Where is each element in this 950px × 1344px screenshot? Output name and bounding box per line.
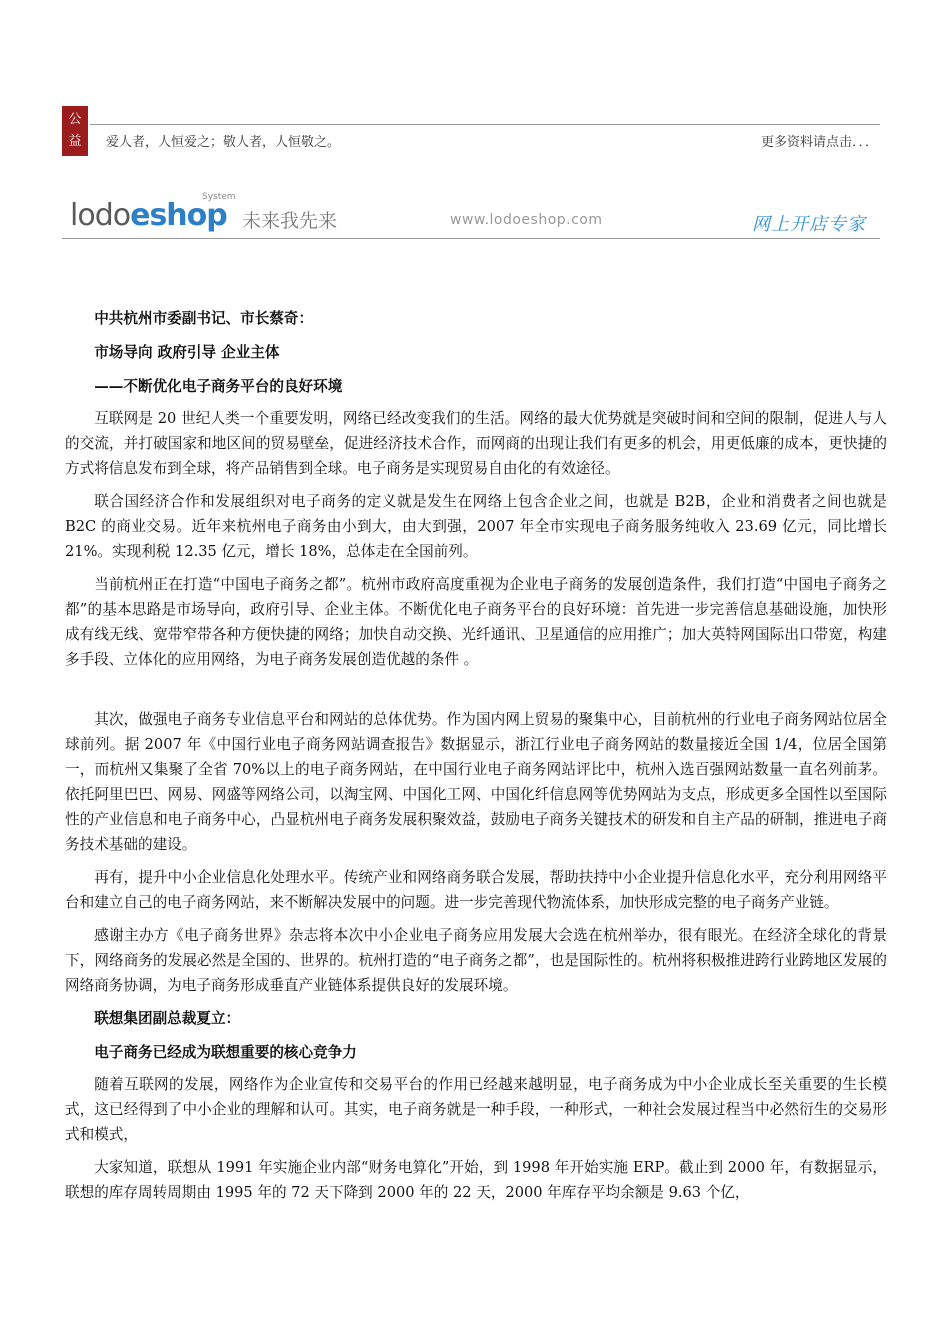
expert-slogan: 网上开店专家: [752, 214, 866, 235]
more-info-link[interactable]: 更多资料请点击．．．: [760, 135, 878, 150]
speaker-heading: 联想集团副总裁夏立：: [94, 1010, 241, 1027]
spacer: [65, 672, 887, 707]
logo-eshop: eshop: [130, 198, 227, 233]
speech-title: 市场导向 政府引导 企业主体: [94, 344, 280, 361]
site-url[interactable]: www.lodoeshop.com: [450, 212, 603, 228]
spacer: [65, 481, 887, 489]
paragraph: 其次，做强电子商务专业信息平台和网站的总体优势。作为国内网上贸易的聚集中心，目前杭州的行业电子商务网站位居全球前列。据 2007 年《中国行业电子商务网站调查报告》数据显示，浙江行业电子商务网站的数量接近全国 1/4，位居全国第一，而杭州又集聚了全省 70%以上的电子商务网站，在中国行业电子商务网站评比中，杭州入选百强网站数量一直名列前茅。依托阿里巴巴、网易、网盛等网络公司，以淘宝网、中国化工网、中国化纤信息网等优势网站为支点，形成更多全国性以至国际性的产业信息和电子商务中心，凸显杭州电子商务发展积聚效益，鼓励电子商务关键技术的研发和自主产品的研制，推进电子商务技术基础的建设。: [65, 711, 887, 853]
spacer: [65, 998, 887, 1006]
logo-system-label: System: [202, 192, 236, 202]
speaker-heading: 中共杭州市委副书记、市长蔡奇：: [94, 310, 314, 327]
slogan-text: 爱人者，人恒爱之；敬人者，人恒敬之。: [106, 135, 341, 150]
lodoeshop-logo[interactable]: [70, 198, 227, 233]
paragraph: 联合国经济合作和发展组织对电子商务的定义就是发生在网络上包含企业之间，也就是 B2B，企业和消费者之间也就是 B2C 的商业交易。近年来杭州电子商务由小到大，由大到强，2007 年全市实现电子商务服务纯收入 23.69 亿元，同比增长 21%。实现利税 12.35 亿元，增长 18%，总体走在全国前列。: [65, 493, 887, 560]
spacer: [65, 915, 887, 923]
speech-title: 电子商务已经成为联想重要的核心竞争力: [94, 1044, 357, 1061]
spacer: [65, 564, 887, 572]
tagline: 未来我先来: [242, 210, 338, 232]
paragraph: 随着互联网的发展，网络作为企业宣传和交易平台的作用已经越来越明显，电子商务成为中小企业成长至关重要的生长模式，这已经得到了中小企业的理解和认可。其实，电子商务就是一种手段，一种形式，一种社会发展过程当中必然衍生的交易形式和模式，: [65, 1076, 887, 1143]
badge-char-2: 益: [68, 134, 82, 149]
paragraph: 再有，提升中小企业信息化处理水平。传统产业和网络商务联合发展，帮助扶持中小企业提升信息化水平，充分利用网络平台和建立自己的电子商务网站，来不断解决发展中的问题。进一步完善现代物流体系，加快形成完整的电子商务产业链。: [65, 869, 887, 911]
paragraph: 互联网是 20 世纪人类一个重要发明，网络已经改变我们的生活。网络的最大优势就是突破时间和空间的限制，促进人与人的交流，并打破国家和地区间的贸易壁垒，促进经济技术合作，而网商的出现让我们有更多的机会，用更低廉的成本，更快捷的方式将信息发布到全球，将产品销售到全球。电子商务是实现贸易自由化的有效途径。: [65, 410, 887, 477]
speech-subtitle: ——不断优化电子商务平台的良好环境: [94, 378, 343, 395]
charity-badge: [62, 106, 88, 156]
paragraph: 感谢主办方《电子商务世界》杂志将本次中小企业电子商务应用发展大会选在杭州举办，很有眼光。在经济全球化的背景下，网络商务的发展必然是全国的、世界的。杭州打造的“电子商务之都”，也是国际性的。杭州将积极推进跨行业跨地区发展的网络商务协调，为电子商务形成垂直产业链体系提供良好的发展环境。: [65, 927, 887, 994]
badge-char-1: 公: [68, 112, 82, 127]
logo-banner: [62, 192, 880, 239]
top-banner: [62, 106, 880, 156]
top-divider: [90, 124, 880, 125]
logo-lodo: lodo: [70, 198, 131, 233]
paragraph: 当前杭州正在打造“中国电子商务之都”。杭州市政府高度重视为企业电子商务的发展创造条件，我们打造“中国电子商务之都”的基本思路是市场导向，政府引导、企业主体。不断优化电子商务平台的良好环境：首先进一步完善信息基础设施，加快形成有线无线、宽带窄带各种方便快捷的网络；加快自动交换、光纤通讯、卫星通信的应用推广；加大英特网国际出口带宽，构建多手段、立体化的应用网络，为电子商务发展创造优越的条件 。: [65, 576, 887, 668]
article-body: [65, 306, 887, 1205]
paragraph: 大家知道，联想从 1991 年实施企业内部“财务电算化”开始，到 1998 年开始实施 ERP。截止到 2000 年，有数据显示，联想的库存周转周期由 1995 年的 72 天下降到 2000 年的 22 天，2000 年库存平均余额是 9.63 个亿，: [65, 1159, 887, 1201]
spacer: [65, 857, 887, 865]
spacer: [65, 1147, 887, 1155]
